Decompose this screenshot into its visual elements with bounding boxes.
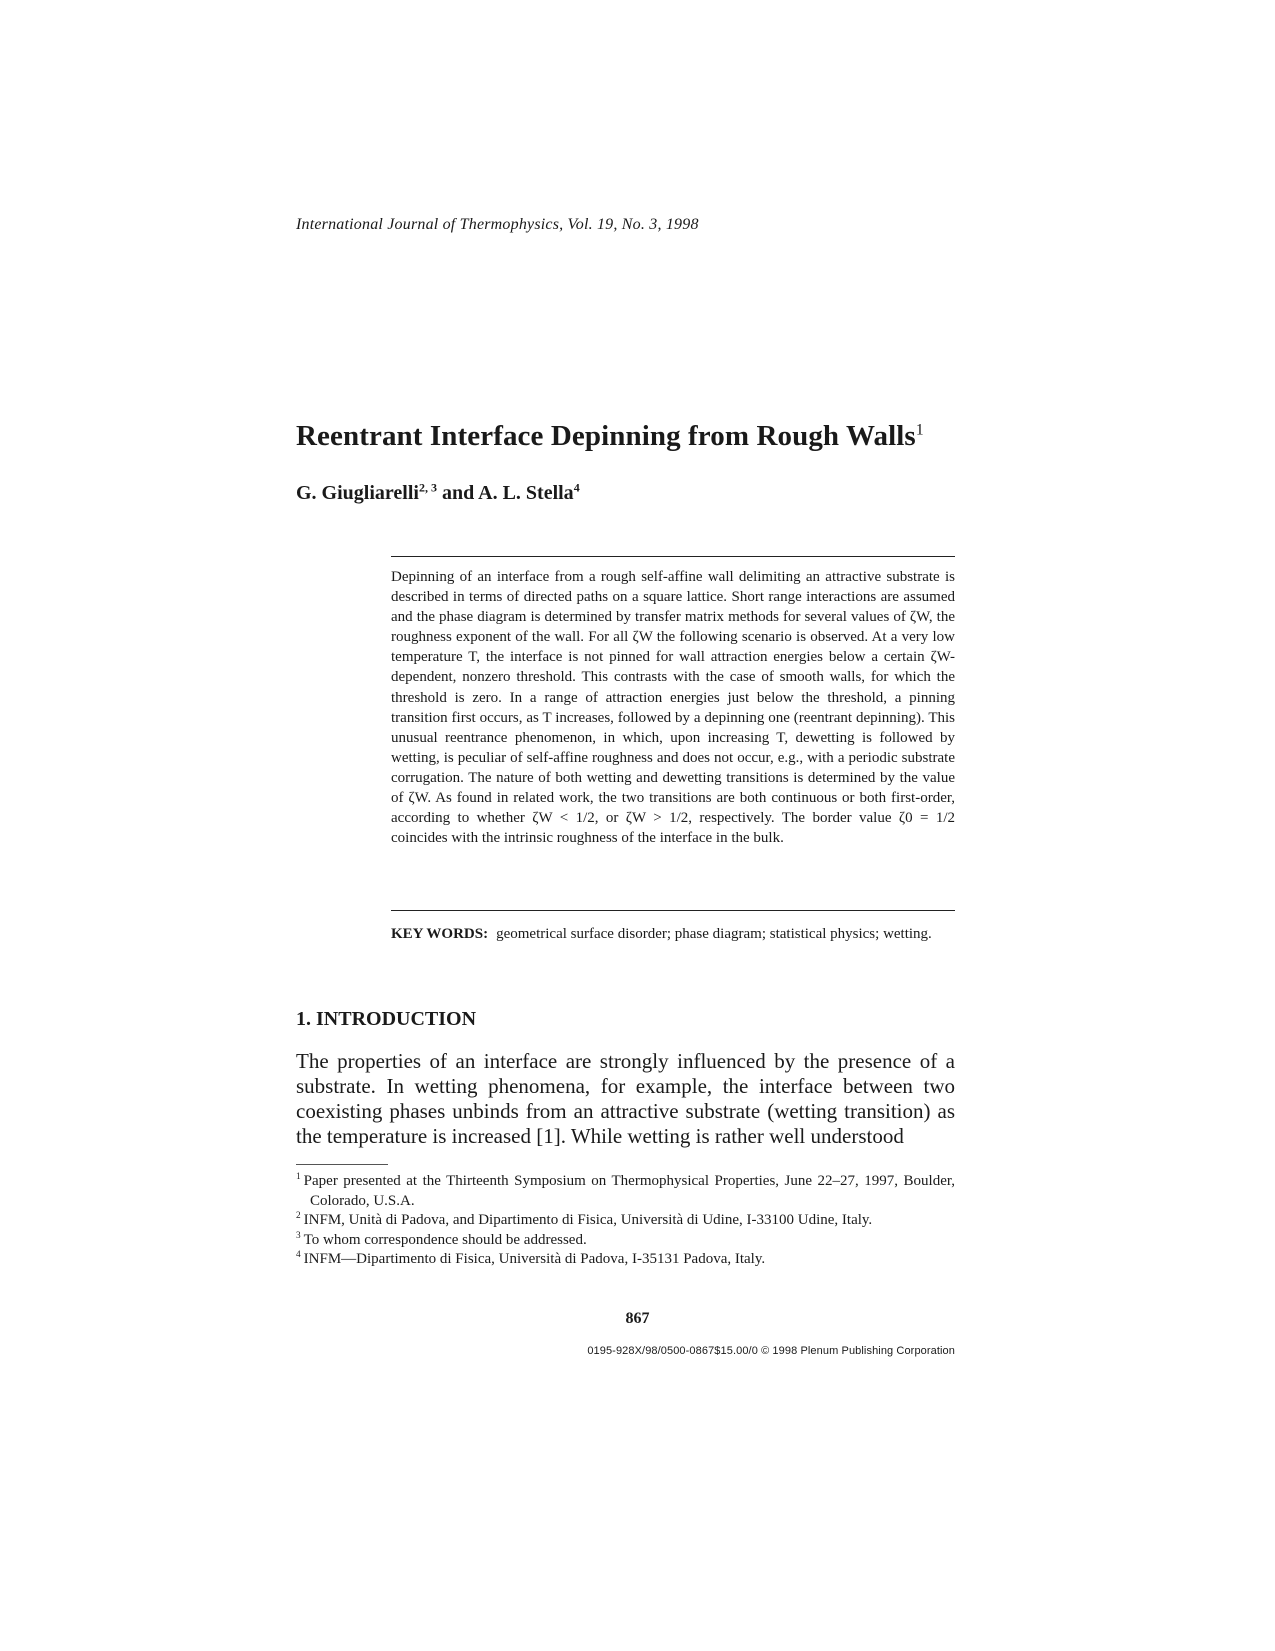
footnote-mark: 2 <box>296 1211 301 1221</box>
keywords <box>391 924 955 944</box>
footnote-item <box>296 1211 955 1231</box>
author-joiner: and <box>436 482 479 504</box>
footnote-text: INFM, Unità di Padova, and Dipartimento di Fisica, Università di Udine, I-33100 Udine, Italy. <box>303 1212 873 1228</box>
footnote-item <box>296 1172 955 1211</box>
author-name: A. L. Stella <box>478 482 574 504</box>
article-title <box>296 420 924 453</box>
author-name: G. Giugliarelli <box>296 482 419 504</box>
footnote-text: Paper presented at the Thirteenth Symposium on Thermophysical Properties, June 22–27, 1997, Boulder, Colorado, U.S.A. <box>303 1173 955 1209</box>
author-footnote-marks: 2, 3 <box>418 480 437 495</box>
footnote-mark: 1 <box>296 1172 301 1182</box>
keywords-label: KEY WORDS: <box>391 926 489 942</box>
footnote-item <box>296 1250 955 1270</box>
abstract-text: Depinning of an interface from a rough self-affine wall delimiting an attractive substrate is described in terms of directed paths on a square lattice. Short range interactions are assumed and the phase diagram is determined by transfer matrix methods for several values of ζW, the roughness exponent of the wall. For all ζW the following scenario is observed. At a very low temperature T, the interface is not pinned for wall attraction energies below a certain ζW-dependent, nonzero threshold. This contrasts with the case of smooth walls, for which the threshold is zero. In a range of attraction energies just below the threshold, a pinning transition first occurs, as T increases, followed by a depinning one (reentrant depinning). This unusual reentrance phenomenon, in which, upon increasing T, dewetting is followed by wetting, is peculiar of self-affine roughness and does not occur, e.g., with a periodic substrate corrugation. The nature of both wetting and dewetting transitions is determined by the value of ζW. As found in related work, the two transitions are both continuous or both first-order, according to whether ζW < 1/2, or ζW > 1/2, respectively. The border value ζ0 = 1/2 coincides with the intrinsic roughness of the interface in the bulk. <box>391 569 955 847</box>
publisher-line: 0195-928X/98/0500-0867$15.00/0 © 1998 Plenum Publishing Corporation <box>587 1345 955 1357</box>
footnote-list <box>296 1172 955 1270</box>
author-line <box>296 482 580 505</box>
introduction-paragraph: The properties of an interface are strongly influenced by the presence of a substrate. In wetting phenomena, for example, the interface between two coexisting phases unbinds from an attractive substrate (wetting transition) as the temperature is increased [1]. While wetting is rather well understood <box>296 1049 955 1148</box>
keywords-text: geometrical surface disorder; phase diagram; statistical physics; wetting. <box>496 926 932 942</box>
journal-header: International Journal of Thermophysics, Vol. 19, No. 3, 1998 <box>296 216 699 233</box>
footnote-separator <box>296 1164 388 1165</box>
abstract-top-rule <box>391 556 955 557</box>
title-text: Reentrant Interface Depinning from Rough Walls <box>296 420 916 452</box>
footnote-mark: 4 <box>296 1250 301 1260</box>
section-heading-introduction: 1. INTRODUCTION <box>296 1008 477 1030</box>
footnote-text: To whom correspondence should be addressed. <box>303 1231 587 1248</box>
title-footnote-mark: 1 <box>915 421 924 439</box>
abstract-bottom-rule <box>391 910 955 911</box>
footnote-text: INFM—Dipartimento di Fisica, Università di Padova, I-35131 Padova, Italy. <box>303 1251 766 1267</box>
author-footnote-marks: 4 <box>573 480 580 495</box>
footnote-mark: 3 <box>296 1230 301 1241</box>
page-number: 867 <box>625 1310 650 1327</box>
footnote-item <box>296 1231 955 1251</box>
